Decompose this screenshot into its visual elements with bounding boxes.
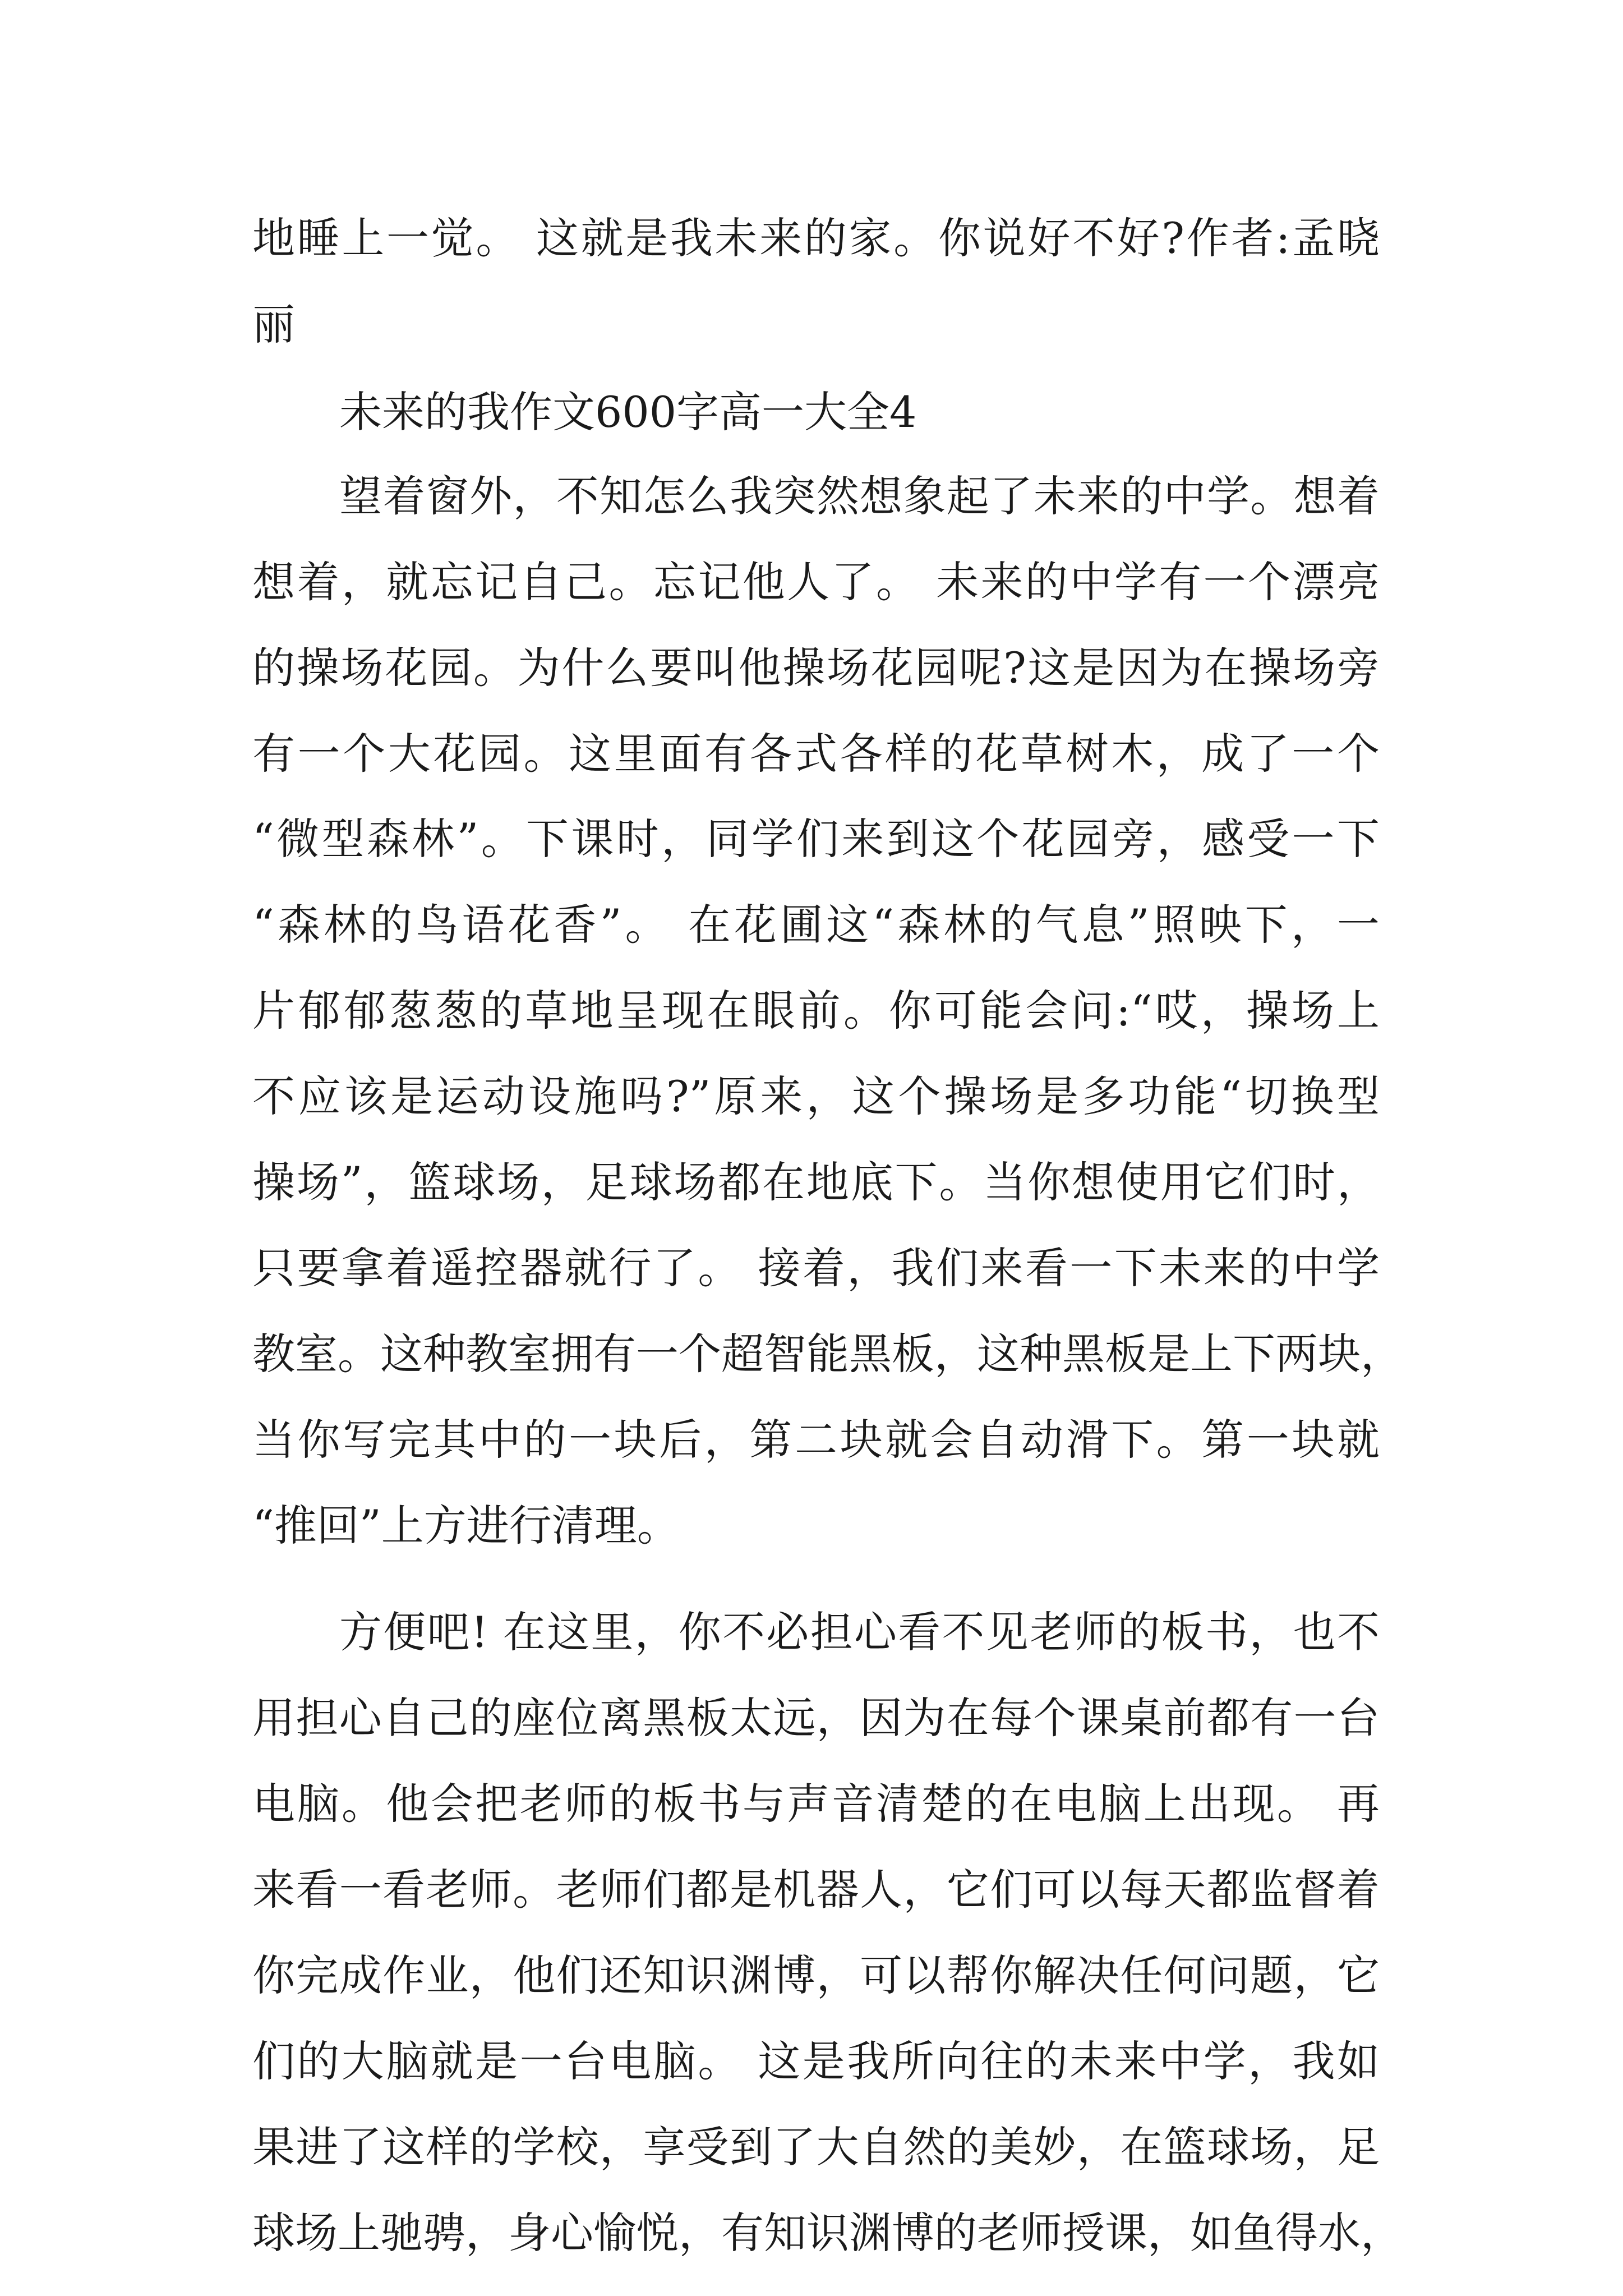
text-line: 来看一看老师。老师们都是机器人，它们可以每天都监督着 bbox=[252, 1865, 1380, 1915]
text-line: 教室。这种教室拥有一个超智能黑板，这种黑板是上下两块， bbox=[252, 1329, 1403, 1379]
section-heading: 未来的我作文600字高一大全4 bbox=[339, 387, 917, 437]
text-line: 有一个大花园。这里面有各式各样的花草树木，成了一个 bbox=[252, 729, 1380, 779]
text-line: “微型森林”。下课时，同学们来到这个花园旁，感受一下 bbox=[252, 814, 1380, 864]
text-line: 不应该是运动设施吗?”原来，这个操场是多功能“切换型 bbox=[252, 1071, 1380, 1121]
text-line: 操场”，篮球场，足球场都在地底下。当你想使用它们时， bbox=[252, 1157, 1380, 1207]
text-line: 用担心自己的座位离黑板太远，因为在每个课桌前都有一台 bbox=[252, 1693, 1380, 1743]
text-line: 的操场花园。为什么要叫他操场花园呢?这是因为在操场旁 bbox=[252, 643, 1380, 693]
text-line: 想着，就忘记自己。忘记他人了。 未来的中学有一个漂亮 bbox=[252, 557, 1380, 607]
paragraph-first-line: 望着窗外，不知怎么我突然想象起了未来的中学。想着 bbox=[339, 471, 1380, 521]
text-line: 你完成作业，他们还知识渊博，可以帮你解决任何问题，它 bbox=[252, 1950, 1380, 2000]
paragraph-first-line: 方便吧! 在这里，你不必担心看不见老师的板书，也不 bbox=[339, 1607, 1380, 1657]
text-line: 电脑。他会把老师的板书与声音清楚的在电脑上出现。 再 bbox=[252, 1779, 1380, 1829]
text-line: 们的大脑就是一台电脑。 这是我所向往的未来中学，我如 bbox=[252, 2036, 1380, 2086]
text-line: 片郁郁葱葱的草地呈现在眼前。你可能会问:“哎，操场上 bbox=[252, 986, 1380, 1036]
text-line: 地睡上一觉。 这就是我未来的家。你说好不好?作者:孟晓 bbox=[252, 213, 1380, 263]
text-line: 丽 bbox=[252, 300, 295, 349]
text-line: 球场上驰骋，身心愉悦，有知识渊博的老师授课，如鱼得水， bbox=[252, 2208, 1403, 2258]
text-line: “森林的鸟语花香”。 在花圃这“森林的气息”照映下，一 bbox=[252, 900, 1380, 950]
text-line: 只要拿着遥控器就行了。 接着，我们来看一下未来的中学 bbox=[252, 1243, 1380, 1293]
text-line: 当你写完其中的一块后，第二块就会自动滑下。第一块就 bbox=[252, 1415, 1380, 1465]
text-line: “推回”上方进行清理。 bbox=[252, 1501, 680, 1550]
text-line: 果进了这样的学校，享受到了大自然的美妙，在篮球场，足 bbox=[252, 2122, 1380, 2172]
